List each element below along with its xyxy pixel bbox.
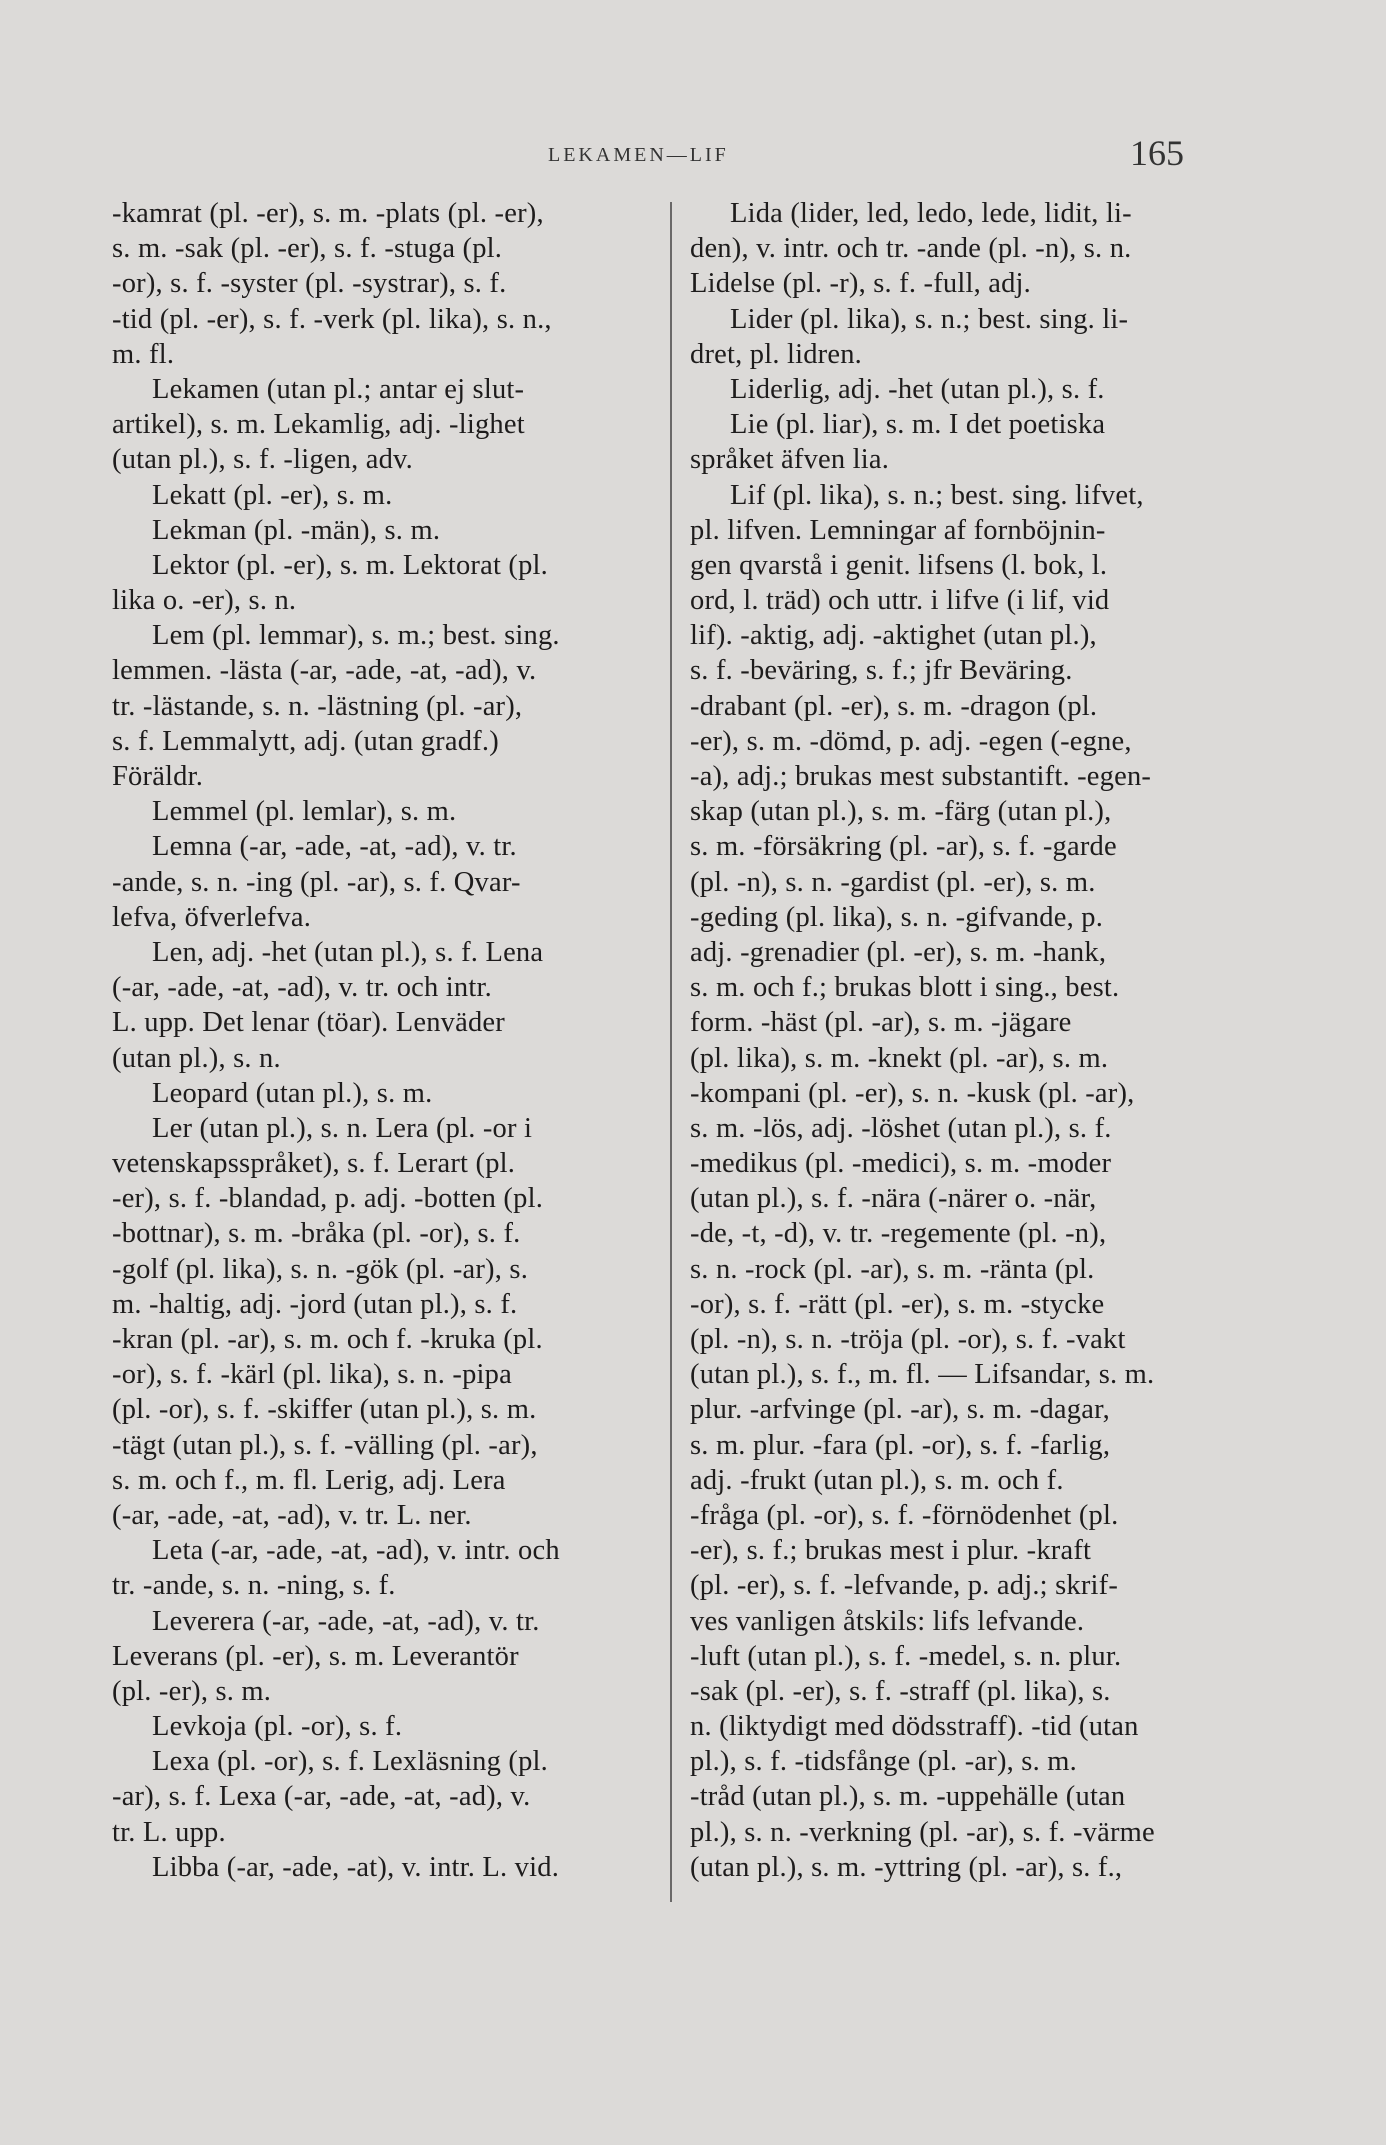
text-line: Lektor (pl. -er), s. m. Lektorat (pl. xyxy=(152,549,548,581)
text-line: -bottnar), s. m. -bråka (pl. -or), s. f. xyxy=(112,1218,521,1250)
text-line: adj. -grenadier (pl. -er), s. m. -hank, xyxy=(690,936,1107,968)
text-line: (utan pl.), s. f., m. fl. — Lifsandar, s. m. xyxy=(690,1359,1155,1391)
text-line: Leverans (pl. -er), s. m. Leverantör xyxy=(112,1640,519,1672)
text-line: ord, l. träd) och uttr. i lifve (i lif, vid xyxy=(690,585,1110,617)
text-line: gen qvarstå i genit. lifsens (l. bok, l. xyxy=(690,549,1108,581)
text-line: -or), s. f. -kärl (pl. lika), s. n. -pipa xyxy=(112,1359,512,1391)
text-line: -kompani (pl. -er), s. n. -kusk (pl. -ar), xyxy=(690,1077,1135,1109)
right-column xyxy=(690,196,1230,1885)
text-line: Leta (-ar, -ade, -at, -ad), v. intr. och xyxy=(152,1535,560,1567)
text-line: Lemna (-ar, -ade, -at, -ad), v. tr. xyxy=(152,831,517,863)
text-line: lika o. -er), s. n. xyxy=(112,585,297,617)
text-line: (utan pl.), s. m. -yttring (pl. -ar), s. f., xyxy=(690,1851,1123,1883)
text-line: (pl. -or), s. f. -skiffer (utan pl.), s. m. xyxy=(112,1394,537,1426)
text-line: ves vanligen åtskils: lifs lefvande. xyxy=(690,1605,1085,1637)
text-line: -luft (utan pl.), s. f. -medel, s. n. plur. xyxy=(690,1640,1122,1672)
text-line: plur. -arfvinge (pl. -ar), s. m. -dagar, xyxy=(690,1394,1110,1426)
text-line: -ar), s. f. Lexa (-ar, -ade, -at, -ad), v. xyxy=(112,1781,531,1813)
text-line: Ler (utan pl.), s. n. Lera (pl. -or i xyxy=(152,1112,533,1144)
text-line: lemmen. -lästa (-ar, -ade, -at, -ad), v. xyxy=(112,655,537,687)
text-line: s. m. och f., m. fl. Lerig, adj. Lera xyxy=(112,1464,506,1496)
text-line: artikel), s. m. Lekamlig, adj. -lighet xyxy=(112,409,525,441)
text-line: s. m. plur. -fara (pl. -or), s. f. -farlig, xyxy=(690,1429,1111,1461)
text-line: (pl. lika), s. m. -knekt (pl. -ar), s. m. xyxy=(690,1042,1109,1074)
text-line: Lie (pl. liar), s. m. I det poetiska xyxy=(730,409,1106,441)
text-line: -or), s. f. -rätt (pl. -er), s. m. -stycke xyxy=(690,1288,1105,1320)
text-line: Libba (-ar, -ade, -at), v. intr. L. vid. xyxy=(152,1851,560,1883)
text-line: -a), adj.; brukas mest substantift. -egen- xyxy=(690,761,1152,792)
text-line: -geding (pl. lika), s. n. -gifvande, p. xyxy=(690,901,1104,933)
text-line: lefva, öfverlefva. xyxy=(112,901,312,933)
text-line: Lekamen (utan pl.; antar ej slut- xyxy=(152,373,525,405)
text-line: lif). -aktig, adj. -aktighet (utan pl.), xyxy=(690,620,1097,652)
text-line: -kran (pl. -ar), s. m. och f. -kruka (pl. xyxy=(112,1324,543,1355)
text-line: vetenskapsspråket), s. f. Lerart (pl. xyxy=(112,1148,516,1180)
text-line: n. (liktydigt med dödsstraff). -tid (utan xyxy=(690,1711,1139,1743)
text-line: -golf (pl. lika), s. n. -gök (pl. -ar), s. xyxy=(112,1253,529,1285)
text-line: -ande, s. n. -ing (pl. -ar), s. f. Qvar- xyxy=(112,866,521,898)
text-line: Lem (pl. lemmar), s. m.; best. sing. xyxy=(152,620,560,652)
text-line: (pl. -er), s. m. xyxy=(112,1675,272,1707)
left-column xyxy=(112,196,660,1885)
text-line: adj. -frukt (utan pl.), s. m. och f. xyxy=(690,1464,1064,1496)
text-line: (utan pl.), s. n. xyxy=(112,1042,281,1074)
text-line: (utan pl.), s. f. -ligen, adv. xyxy=(112,444,413,476)
text-line: -drabant (pl. -er), s. m. -dragon (pl. xyxy=(690,690,1098,722)
text-line: form. -häst (pl. -ar), s. m. -jägare xyxy=(690,1007,1072,1039)
text-line: m. -haltig, adj. -jord (utan pl.), s. f. xyxy=(112,1288,518,1320)
text-line: -er), s. f. -blandad, p. adj. -botten (pl. xyxy=(112,1183,544,1215)
text-line: -or), s. f. -syster (pl. -systrar), s. f. xyxy=(112,268,507,300)
text-line: dret, pl. lidren. xyxy=(690,338,862,370)
text-line: -sak (pl. -er), s. f. -straff (pl. lika), s. xyxy=(690,1675,1111,1707)
text-line: Föräldr. xyxy=(112,761,204,792)
text-line: (pl. -n), s. n. -tröja (pl. -or), s. f. -vakt xyxy=(690,1324,1126,1355)
page-number: 165 xyxy=(1130,133,1184,173)
running-header xyxy=(0,133,1386,180)
text-line: den), v. intr. och tr. -ande (pl. -n), s. n. xyxy=(690,233,1132,265)
text-line: Lemmel (pl. lemlar), s. m. xyxy=(152,796,457,828)
text-line: (pl. -er), s. f. -lefvande, p. adj.; skrif- xyxy=(690,1570,1119,1602)
text-line: -kamrat (pl. -er), s. m. -plats (pl. -er), xyxy=(112,198,544,229)
text-line: pl.), s. f. -tidsfånge (pl. -ar), s. m. xyxy=(690,1746,1077,1778)
text-line: Lekatt (pl. -er), s. m. xyxy=(152,479,393,511)
text-line: s. m. och f.; brukas blott i sing., best. xyxy=(690,972,1120,1004)
text-line: Lexa (pl. -or), s. f. Lexläsning (pl. xyxy=(152,1746,548,1778)
text-line: -medikus (pl. -medici), s. m. -moder xyxy=(690,1148,1112,1180)
text-line: -tid (pl. -er), s. f. -verk (pl. lika), s. n., xyxy=(112,303,552,335)
text-line: Liderlig, adj. -het (utan pl.), s. f. xyxy=(730,373,1105,405)
text-line: Lif (pl. lika), s. n.; best. sing. lifvet, xyxy=(730,479,1144,511)
text-line: Leverera (-ar, -ade, -at, -ad), v. tr. xyxy=(152,1605,540,1637)
text-line: tr. L. upp. xyxy=(112,1816,226,1848)
text-line: (-ar, -ade, -at, -ad), v. tr. L. ner. xyxy=(112,1499,472,1531)
text-line: -er), s. f.; brukas mest i plur. -kraft xyxy=(690,1535,1092,1567)
text-line: pl. lifven. Lemningar af fornböjnin- xyxy=(690,514,1106,546)
text-line: Lida (lider, led, ledo, lede, lidit, li- xyxy=(730,198,1132,229)
header-title: LEKAMEN—LIF xyxy=(548,144,729,166)
text-line: Lidelse (pl. -r), s. f. -full, adj. xyxy=(690,268,1031,300)
text-line: (-ar, -ade, -at, -ad), v. tr. och intr. xyxy=(112,972,492,1004)
column-divider xyxy=(670,202,672,1902)
text-line: L. upp. Det lenar (töar). Lenväder xyxy=(112,1007,505,1039)
text-line: skap (utan pl.), s. m. -färg (utan pl.), xyxy=(690,796,1112,828)
text-line: s. n. -rock (pl. -ar), s. m. -ränta (pl. xyxy=(690,1253,1095,1285)
text-line: -er), s. m. -dömd, p. adj. -egen (-egne, xyxy=(690,725,1132,757)
text-line: -tägt (utan pl.), s. f. -välling (pl. -ar), xyxy=(112,1429,538,1461)
text-line: tr. -ande, s. n. -ning, s. f. xyxy=(112,1570,396,1602)
text-line: Lekman (pl. -män), s. m. xyxy=(152,514,441,546)
text-line: -fråga (pl. -or), s. f. -förnödenhet (pl. xyxy=(690,1499,1119,1531)
text-line: Lider (pl. lika), s. n.; best. sing. li- xyxy=(730,303,1129,335)
text-line: s. m. -sak (pl. -er), s. f. -stuga (pl. xyxy=(112,233,503,265)
text-line: Leopard (utan pl.), s. m. xyxy=(152,1077,433,1109)
text-line: -tråd (utan pl.), s. m. -uppehälle (utan xyxy=(690,1781,1126,1813)
text-line: (utan pl.), s. f. -nära (-närer o. -när, xyxy=(690,1183,1097,1215)
text-line: s. f. -beväring, s. f.; jfr Beväring. xyxy=(690,655,1073,687)
text-line: Len, adj. -het (utan pl.), s. f. Lena xyxy=(152,936,544,968)
text-line: m. fl. xyxy=(112,338,175,370)
text-line: tr. -lästande, s. n. -lästning (pl. -ar), xyxy=(112,690,523,722)
text-line: -de, -t, -d), v. tr. -regemente (pl. -n), xyxy=(690,1218,1107,1250)
text-line: Levkoja (pl. -or), s. f. xyxy=(152,1711,403,1743)
text-line: språket äfven lia. xyxy=(690,444,890,476)
text-line: pl.), s. n. -verkning (pl. -ar), s. f. -värme xyxy=(690,1816,1155,1848)
text-line: s. m. -försäkring (pl. -ar), s. f. -garde xyxy=(690,831,1117,863)
text-line: s. m. -lös, adj. -löshet (utan pl.), s. f. xyxy=(690,1112,1112,1144)
text-line: (pl. -n), s. n. -gardist (pl. -er), s. m. xyxy=(690,866,1096,898)
text-line: s. f. Lemmalytt, adj. (utan gradf.) xyxy=(112,725,499,757)
